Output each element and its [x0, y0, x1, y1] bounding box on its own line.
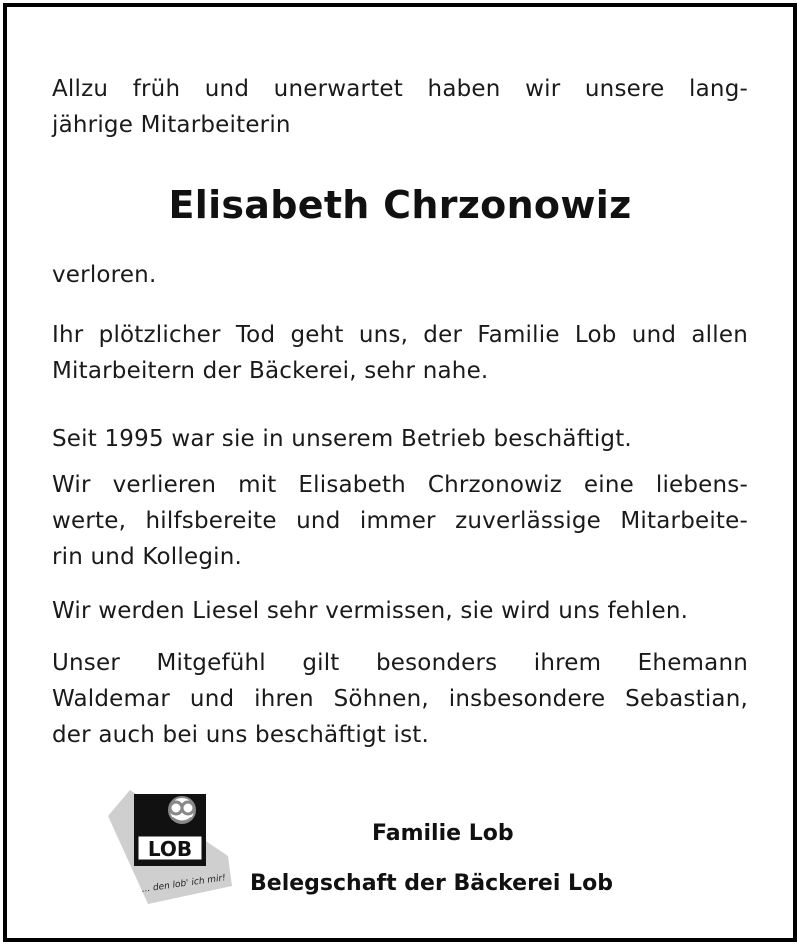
sympathy-line-1: Unser Mitgefühl gilt besonders ihrem Ehemann	[52, 650, 748, 676]
lost-line: verloren.	[52, 262, 157, 288]
since-paragraph	[52, 421, 748, 457]
signature-staff: Belegschaft der Bäckerei Lob	[250, 871, 613, 896]
since-line: Seit 1995 war sie in unserem Betrieb beschäftigt.	[52, 426, 632, 452]
sympathy-line-3: der auch bei uns beschäftigt ist.	[52, 722, 430, 748]
miss-line: Wir werden Liesel sehr vermissen, sie wird uns fehlen.	[52, 598, 689, 624]
logo-slogan: ... den lob' ich mir!	[141, 873, 227, 895]
death-line-1: Ihr plötzlicher Tod geht uns, der Familie Lob und allen	[52, 322, 748, 348]
intro-line-2: jährige Mitarbeiterin	[52, 112, 291, 138]
lose-line-1: Wir verlieren mit Elisabeth Chrzonowiz eine liebens-	[52, 472, 748, 498]
death-paragraph	[52, 317, 748, 389]
sympathy-paragraph	[52, 645, 748, 753]
bakery-lob-logo	[108, 790, 236, 908]
miss-paragraph	[52, 593, 748, 629]
lose-line-3: rin und Kollegin.	[52, 544, 243, 570]
intro-line-1: Allzu früh und unerwartet haben wir unsere lang-	[52, 76, 748, 102]
lose-paragraph	[52, 467, 748, 575]
signature-family: Familie Lob	[372, 821, 514, 846]
death-line-2: Mitarbeitern der Bäckerei, sehr nahe.	[52, 358, 489, 384]
deceased-name: Elisabeth Chrzonowiz	[168, 183, 632, 227]
pretzel-icon	[169, 797, 195, 823]
logo-brand-text: LOB	[147, 837, 193, 861]
intro-paragraph	[52, 71, 748, 143]
lose-line-2: werte, hilfsbereite und immer zuverlässige Mitarbeite-	[52, 508, 748, 534]
sympathy-line-2: Waldemar und ihren Söhnen, insbesondere Sebastian,	[52, 686, 748, 712]
lost-paragraph	[52, 257, 748, 293]
